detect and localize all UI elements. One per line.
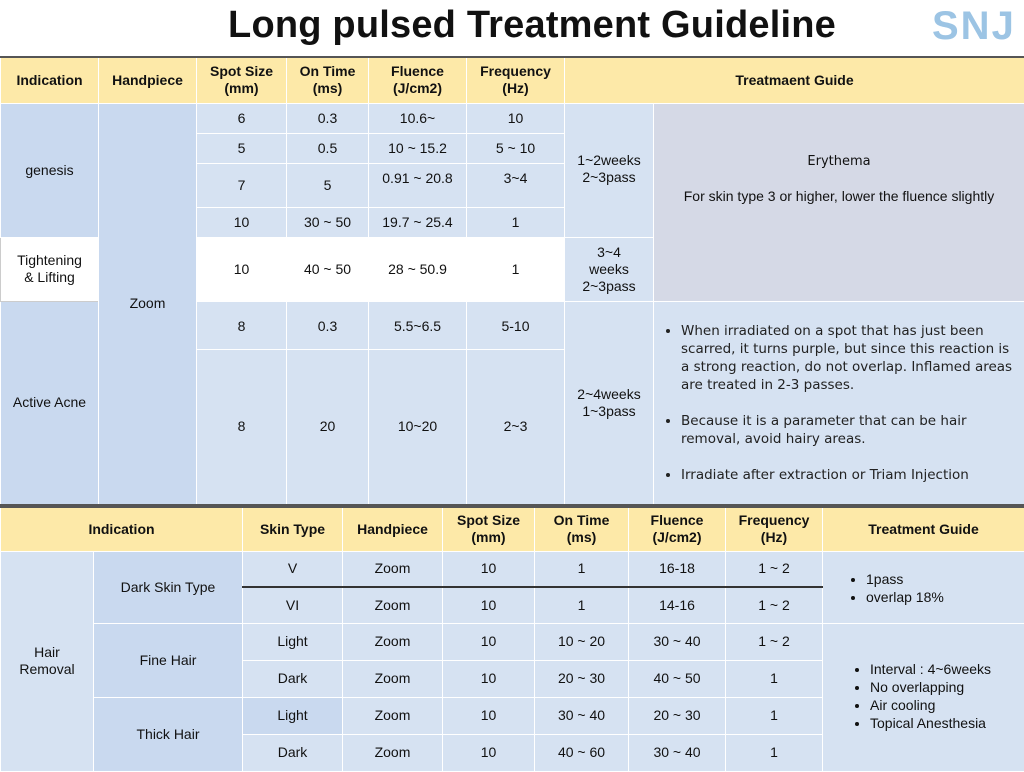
logo-text: SNJ <box>932 4 1016 48</box>
cell: 30 ~ 40 <box>629 623 726 660</box>
cell: 20 ~ 30 <box>629 697 726 734</box>
cell: 1 <box>467 207 565 237</box>
cell: 10 <box>443 734 535 771</box>
indication-hair-removal: Hair Removal <box>1 551 94 771</box>
header-frequency: Frequency (Hz) <box>726 507 823 551</box>
cell: 10 <box>197 237 287 301</box>
cell: Zoom <box>343 697 443 734</box>
cell: 5 <box>197 133 287 163</box>
indication-active-acne: Active Acne <box>1 301 99 505</box>
cell: 30 ~ 50 <box>287 207 369 237</box>
cell: VI <box>243 587 343 623</box>
header-indication: Indication <box>1 57 99 103</box>
cell: 10 <box>443 660 535 697</box>
cell: 10 <box>467 103 565 133</box>
page-title: Long pulsed Treatment Guideline <box>0 4 1024 47</box>
cell: Dark <box>243 734 343 771</box>
cell: 30 ~ 40 <box>629 734 726 771</box>
header-on-time: On Time (ms) <box>287 57 369 103</box>
header-spot-size: Spot Size (mm) <box>197 57 287 103</box>
cell: 1 <box>726 734 823 771</box>
cell: 0.5 <box>287 133 369 163</box>
cell: 10 <box>443 587 535 623</box>
cell: 28 ~ 50.9 <box>369 237 467 301</box>
cell: 20 ~ 30 <box>535 660 629 697</box>
cell: 10.6~ <box>369 103 467 133</box>
table-row <box>1 551 1024 587</box>
cell: 1 <box>467 237 565 301</box>
cell: 40 ~ 60 <box>535 734 629 771</box>
cell: 1 <box>535 587 629 623</box>
list-item: • Topical Anesthesia <box>870 714 1021 732</box>
guide-erythema <box>654 103 1024 301</box>
snj-logo <box>930 4 1016 48</box>
cell: 20 <box>287 349 369 505</box>
cell: 1 <box>535 551 629 587</box>
header-spot-size: Spot Size (mm) <box>443 507 535 551</box>
guide-acne <box>654 301 1024 505</box>
cell: 1 <box>726 697 823 734</box>
cell: 16-18 <box>629 551 726 587</box>
cell: 5 ~ 10 <box>467 133 565 163</box>
header-indication: Indication <box>1 507 243 551</box>
list-item: • Air cooling <box>870 696 1021 714</box>
cell: 10 ~ 15.2 <box>369 133 467 163</box>
list-item: • When irradiated on a spot that has just been scarred, it turns purple, but since this reaction is a strong reaction, do not overlap. Inflamed areas are treated in 2-3 passes. <box>681 322 1021 394</box>
group-dark-skin-type: Dark Skin Type <box>94 551 243 623</box>
interval-genesis: 1~2weeks 2~3pass <box>565 103 654 237</box>
cell: 10 <box>443 623 535 660</box>
hair-removal-table <box>0 506 1024 772</box>
cell: 1 <box>726 660 823 697</box>
guide-dark-skin <box>823 551 1024 623</box>
cell: Zoom <box>343 551 443 587</box>
cell: 5 <box>287 163 369 207</box>
cell: 0.3 <box>287 301 369 349</box>
list-item: • No overlapping <box>870 678 1021 696</box>
table2-header-row <box>1 507 1024 551</box>
cell: 0.91 ~ 20.8 <box>369 163 467 207</box>
cell: 7 <box>197 163 287 207</box>
cell: Zoom <box>343 734 443 771</box>
guide-erythema-note: For skin type 3 or higher, lower the fluence slightly <box>657 188 1021 205</box>
long-pulsed-table <box>0 56 1024 506</box>
list-item: • Because it is a parameter that can be hair removal, avoid hairy areas. <box>681 412 1021 448</box>
cell: 40 ~ 50 <box>629 660 726 697</box>
cell: Zoom <box>343 660 443 697</box>
cell: 6 <box>197 103 287 133</box>
list-item: • overlap 18% <box>866 588 1021 606</box>
header-handpiece: Handpiece <box>99 57 197 103</box>
header-frequency: Frequency (Hz) <box>467 57 565 103</box>
cell: Zoom <box>343 587 443 623</box>
cell: 8 <box>197 349 287 505</box>
indication-tightening: Tightening & Lifting <box>1 237 99 301</box>
cell: 1 ~ 2 <box>726 551 823 587</box>
table1-header-row <box>1 57 1024 103</box>
group-thick-hair: Thick Hair <box>94 697 243 771</box>
cell: 2~3 <box>467 349 565 505</box>
interval-acne: 2~4weeks 1~3pass <box>565 301 654 505</box>
list-item: • 1pass <box>866 570 1021 588</box>
cell: 10~20 <box>369 349 467 505</box>
cell: 10 ~ 20 <box>535 623 629 660</box>
cell: 19.7 ~ 25.4 <box>369 207 467 237</box>
interval-tightening: 3~4 weeks 2~3pass <box>565 237 654 301</box>
handpiece-zoom: Zoom <box>99 103 197 505</box>
cell: 5-10 <box>467 301 565 349</box>
cell: 1 ~ 2 <box>726 623 823 660</box>
table-row <box>1 103 1024 133</box>
cell: 8 <box>197 301 287 349</box>
list-item: • Irradiate after extraction or Triam Injection <box>681 466 1021 484</box>
header-treatment-guide: Treatmaent Guide <box>565 57 1024 103</box>
header-handpiece: Handpiece <box>343 507 443 551</box>
cell: V <box>243 551 343 587</box>
header-skin-type: Skin Type <box>243 507 343 551</box>
guide-hair <box>823 623 1024 771</box>
header-on-time: On Time (ms) <box>535 507 629 551</box>
cell: 10 <box>443 551 535 587</box>
cell: 5.5~6.5 <box>369 301 467 349</box>
cell: 10 <box>443 697 535 734</box>
cell: 1 ~ 2 <box>726 587 823 623</box>
cell: Light <box>243 697 343 734</box>
guide-erythema-title: Erythema <box>657 153 1021 170</box>
cell: 0.3 <box>287 103 369 133</box>
cell: Zoom <box>343 623 443 660</box>
cell: Dark <box>243 660 343 697</box>
group-fine-hair: Fine Hair <box>94 623 243 697</box>
cell: 40 ~ 50 <box>287 237 369 301</box>
header-fluence: Fluence (J/cm2) <box>629 507 726 551</box>
cell: 14-16 <box>629 587 726 623</box>
header-fluence: Fluence (J/cm2) <box>369 57 467 103</box>
cell: 3~4 <box>467 163 565 207</box>
cell: 30 ~ 40 <box>535 697 629 734</box>
table-row <box>1 623 1024 660</box>
list-item: • Interval : 4~6weeks <box>870 660 1021 678</box>
indication-genesis: genesis <box>1 103 99 237</box>
header-treatment-guide: Treatment Guide <box>823 507 1024 551</box>
cell: Light <box>243 623 343 660</box>
cell: 10 <box>197 207 287 237</box>
